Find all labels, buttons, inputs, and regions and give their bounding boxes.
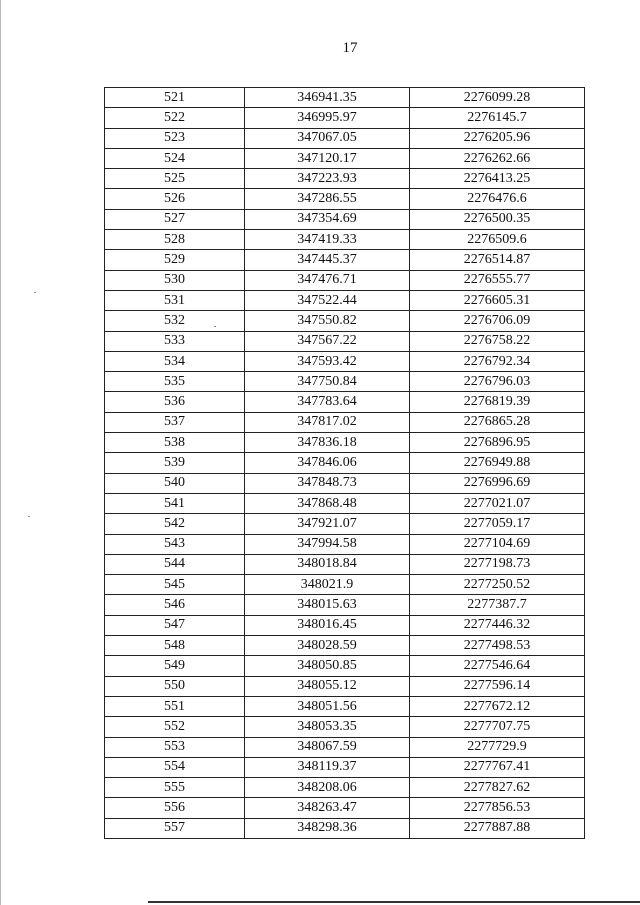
y-coordinate-cell: 2277729.9 — [410, 737, 585, 757]
x-coordinate-cell: 347846.06 — [245, 453, 410, 473]
table-row — [105, 473, 585, 493]
x-coordinate-cell: 347445.37 — [245, 250, 410, 270]
y-coordinate-cell: 2276796.03 — [410, 372, 585, 392]
table-row — [105, 169, 585, 189]
y-coordinate-cell: 2277498.53 — [410, 636, 585, 656]
y-coordinate-cell: 2277198.73 — [410, 554, 585, 574]
point-number-cell: 541 — [105, 493, 245, 513]
y-coordinate-cell: 2276262.66 — [410, 148, 585, 168]
x-coordinate-cell: 347593.42 — [245, 351, 410, 371]
table-row — [105, 250, 585, 270]
table-row — [105, 778, 585, 798]
point-number-cell: 544 — [105, 554, 245, 574]
table-row — [105, 270, 585, 290]
y-coordinate-cell: 2276706.09 — [410, 311, 585, 331]
x-coordinate-cell: 347783.64 — [245, 392, 410, 412]
bottom-rule — [148, 901, 640, 903]
table-row — [105, 453, 585, 473]
point-number-cell: 536 — [105, 392, 245, 412]
point-number-cell: 543 — [105, 534, 245, 554]
table-row — [105, 128, 585, 148]
y-coordinate-cell: 2276514.87 — [410, 250, 585, 270]
table-row — [105, 88, 585, 108]
point-number-cell: 531 — [105, 290, 245, 310]
table-row — [105, 148, 585, 168]
table-row — [105, 433, 585, 453]
x-coordinate-cell: 348018.84 — [245, 554, 410, 574]
table-row — [105, 493, 585, 513]
x-coordinate-cell: 348119.37 — [245, 757, 410, 777]
scan-speck — [34, 292, 36, 293]
x-coordinate-cell: 348016.45 — [245, 615, 410, 635]
x-coordinate-cell: 347419.33 — [245, 230, 410, 250]
table-row — [105, 514, 585, 534]
y-coordinate-cell: 2276500.35 — [410, 209, 585, 229]
point-number-cell: 555 — [105, 778, 245, 798]
y-coordinate-cell: 2277104.69 — [410, 534, 585, 554]
y-coordinate-cell: 2276145.7 — [410, 108, 585, 128]
y-coordinate-cell: 2276099.28 — [410, 88, 585, 108]
page-number: 17 — [342, 40, 358, 56]
x-coordinate-cell: 346995.97 — [245, 108, 410, 128]
y-coordinate-cell: 2277856.53 — [410, 798, 585, 818]
coordinates-table — [104, 87, 585, 839]
y-coordinate-cell: 2276949.88 — [410, 453, 585, 473]
y-coordinate-cell: 2277446.32 — [410, 615, 585, 635]
y-coordinate-cell: 2277672.12 — [410, 696, 585, 716]
x-coordinate-cell: 348053.35 — [245, 717, 410, 737]
table-row — [105, 595, 585, 615]
point-number-cell: 529 — [105, 250, 245, 270]
x-coordinate-cell: 347550.82 — [245, 311, 410, 331]
table-row — [105, 636, 585, 656]
table-row — [105, 108, 585, 128]
point-number-cell: 553 — [105, 737, 245, 757]
point-number-cell: 532 — [105, 311, 245, 331]
table-row — [105, 372, 585, 392]
x-coordinate-cell: 347567.22 — [245, 331, 410, 351]
y-coordinate-cell: 2277827.62 — [410, 778, 585, 798]
point-number-cell: 548 — [105, 636, 245, 656]
x-coordinate-cell: 347750.84 — [245, 372, 410, 392]
table-row — [105, 230, 585, 250]
table-row — [105, 676, 585, 696]
x-coordinate-cell: 347848.73 — [245, 473, 410, 493]
page-edge — [0, 0, 1, 905]
scan-speck — [28, 516, 30, 517]
table-row — [105, 209, 585, 229]
table-row — [105, 534, 585, 554]
table-row — [105, 331, 585, 351]
x-coordinate-cell: 346941.35 — [245, 88, 410, 108]
x-coordinate-cell: 348015.63 — [245, 595, 410, 615]
x-coordinate-cell: 348208.06 — [245, 778, 410, 798]
point-number-cell: 551 — [105, 696, 245, 716]
point-number-cell: 521 — [105, 88, 245, 108]
table-row — [105, 412, 585, 432]
point-number-cell: 546 — [105, 595, 245, 615]
x-coordinate-cell: 347817.02 — [245, 412, 410, 432]
point-number-cell: 527 — [105, 209, 245, 229]
point-number-cell: 542 — [105, 514, 245, 534]
point-number-cell: 530 — [105, 270, 245, 290]
table-row — [105, 757, 585, 777]
table-row — [105, 575, 585, 595]
y-coordinate-cell: 2276555.77 — [410, 270, 585, 290]
point-number-cell: 549 — [105, 656, 245, 676]
x-coordinate-cell: 347868.48 — [245, 493, 410, 513]
point-number-cell: 550 — [105, 676, 245, 696]
x-coordinate-cell: 348298.36 — [245, 818, 410, 838]
point-number-cell: 556 — [105, 798, 245, 818]
point-number-cell: 538 — [105, 433, 245, 453]
point-number-cell: 523 — [105, 128, 245, 148]
y-coordinate-cell: 2277707.75 — [410, 717, 585, 737]
y-coordinate-cell: 2277250.52 — [410, 575, 585, 595]
y-coordinate-cell: 2277387.7 — [410, 595, 585, 615]
point-number-cell: 524 — [105, 148, 245, 168]
y-coordinate-cell: 2276996.69 — [410, 473, 585, 493]
y-coordinate-cell: 2277596.14 — [410, 676, 585, 696]
point-number-cell: 552 — [105, 717, 245, 737]
table-row — [105, 656, 585, 676]
y-coordinate-cell: 2276413.25 — [410, 169, 585, 189]
y-coordinate-cell: 2276896.95 — [410, 433, 585, 453]
y-coordinate-cell: 2276865.28 — [410, 412, 585, 432]
y-coordinate-cell: 2276792.34 — [410, 351, 585, 371]
table-row — [105, 818, 585, 838]
x-coordinate-cell: 347476.71 — [245, 270, 410, 290]
point-number-cell: 557 — [105, 818, 245, 838]
point-number-cell: 537 — [105, 412, 245, 432]
point-number-cell: 554 — [105, 757, 245, 777]
table-row — [105, 554, 585, 574]
y-coordinate-cell: 2277887.88 — [410, 818, 585, 838]
x-coordinate-cell: 348021.9 — [245, 575, 410, 595]
table-row — [105, 696, 585, 716]
table-row — [105, 392, 585, 412]
x-coordinate-cell: 348263.47 — [245, 798, 410, 818]
point-number-cell: 533 — [105, 331, 245, 351]
table-row — [105, 290, 585, 310]
y-coordinate-cell: 2276205.96 — [410, 128, 585, 148]
table-row — [105, 311, 585, 331]
x-coordinate-cell: 348055.12 — [245, 676, 410, 696]
x-coordinate-cell: 348051.56 — [245, 696, 410, 716]
y-coordinate-cell: 2277059.17 — [410, 514, 585, 534]
y-coordinate-cell: 2276819.39 — [410, 392, 585, 412]
point-number-cell: 525 — [105, 169, 245, 189]
x-coordinate-cell: 347354.69 — [245, 209, 410, 229]
table-row — [105, 351, 585, 371]
point-number-cell: 526 — [105, 189, 245, 209]
y-coordinate-cell: 2277546.64 — [410, 656, 585, 676]
table-row — [105, 615, 585, 635]
x-coordinate-cell: 347067.05 — [245, 128, 410, 148]
y-coordinate-cell: 2277021.07 — [410, 493, 585, 513]
point-number-cell: 539 — [105, 453, 245, 473]
point-number-cell: 535 — [105, 372, 245, 392]
point-number-cell: 545 — [105, 575, 245, 595]
point-number-cell: 547 — [105, 615, 245, 635]
point-number-cell: 528 — [105, 230, 245, 250]
x-coordinate-cell: 347836.18 — [245, 433, 410, 453]
x-coordinate-cell: 348050.85 — [245, 656, 410, 676]
x-coordinate-cell: 347286.55 — [245, 189, 410, 209]
x-coordinate-cell: 347921.07 — [245, 514, 410, 534]
x-coordinate-cell: 348067.59 — [245, 737, 410, 757]
x-coordinate-cell: 347522.44 — [245, 290, 410, 310]
x-coordinate-cell: 347120.17 — [245, 148, 410, 168]
y-coordinate-cell: 2276509.6 — [410, 230, 585, 250]
y-coordinate-cell: 2276758.22 — [410, 331, 585, 351]
x-coordinate-cell: 347223.93 — [245, 169, 410, 189]
table-row — [105, 717, 585, 737]
scan-speck — [214, 326, 216, 327]
y-coordinate-cell: 2277767.41 — [410, 757, 585, 777]
x-coordinate-cell: 347994.58 — [245, 534, 410, 554]
coordinates-table-body — [105, 88, 585, 839]
table-row — [105, 189, 585, 209]
point-number-cell: 522 — [105, 108, 245, 128]
table-row — [105, 798, 585, 818]
point-number-cell: 540 — [105, 473, 245, 493]
y-coordinate-cell: 2276476.6 — [410, 189, 585, 209]
y-coordinate-cell: 2276605.31 — [410, 290, 585, 310]
point-number-cell: 534 — [105, 351, 245, 371]
table-row — [105, 737, 585, 757]
x-coordinate-cell: 348028.59 — [245, 636, 410, 656]
